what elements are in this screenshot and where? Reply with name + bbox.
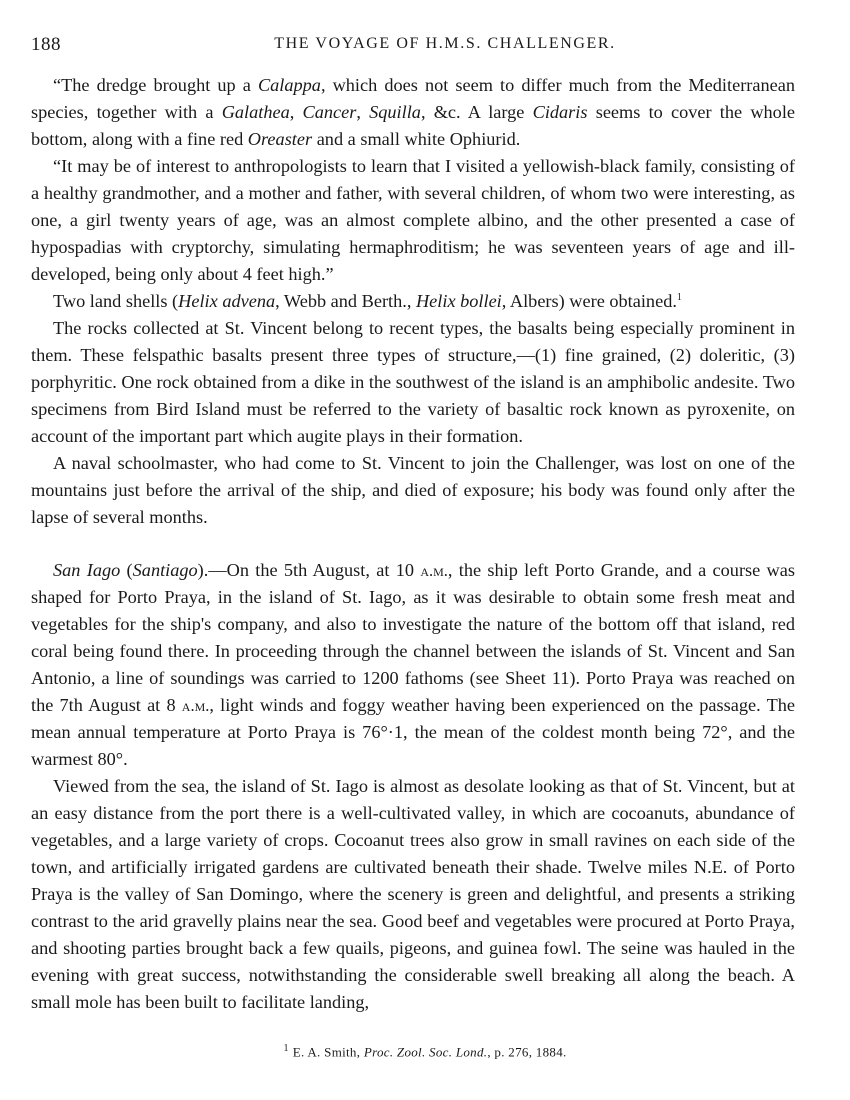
time-abbrev: a.m. [181,696,210,715]
text-run: ( [120,560,133,580]
text-run: , &c. A large [420,102,533,122]
paragraph-land-shells [31,288,795,315]
place-name: Santiago [132,560,198,580]
text-run: , [356,102,370,122]
footnote-mark: 1 [283,1043,289,1054]
paragraph-san-iago [31,557,795,773]
text-run: and a small white Ophiurid. [312,129,521,149]
taxon-name: Helix bollei [415,291,502,311]
taxon-name: Cidaris [532,102,588,122]
paragraph-rocks: The rocks collected at St. Vincent belong to recent types, the basalts being especially prominent in them. These felspathic basalts present three types of structure,—(1) fine grained, (2) doleritic, (3) porphyritic. One rock obtained from a dike in the southwest of the island is an amphibolic andesite. Two specimens from Bird Island must be referred to the variety of basaltic rock known as pyroxenite, on account of the important part which augite plays in their formation. [31,318,795,446]
page-body [31,72,795,1016]
running-title: THE VOYAGE OF H.M.S. CHALLENGER. [274,35,616,52]
footnote [0,1043,850,1060]
taxon-name: Galathea [221,102,290,122]
text-run: “The dredge brought up a [53,75,258,95]
paragraph-st-iago-view: Viewed from the sea, the island of St. Iago is almost as desolate looking as that of St. Vincent, but at an easy distance from the port there is a well-cultivated valley, in which are cocoanuts, abundance of vegetables, and a large variety of crops. Cocoanut trees also grow in small ravines on each side of the town, and artificially irrigated gardens are cultivated beneath their shade. Twelve miles N.E. of Porto Praya is the valley of San Domingo, where the scenery is green and delightful, and presents a striking contrast to the arid gravelly plains near the sea. Good beef and vegetables were procured at Porto Praya, and shooting parties brought back a few quails, pigeons, and guinea fowl. The seine was hauled in the evening with great success, notwithstanding the considerable swell breaking all along the beach. A small mole has been built to facilitate landing, [31,776,795,1012]
footnote-reference[interactable]: 1 [676,291,682,303]
text-run: ).—On the 5th August, at 10 [197,560,421,580]
text-run: , light winds and foggy weather having been experienced on the passage. The mean annual temperature at Porto Praya is 76°·1, the mean of the coldest month being 72°, and the warmest 80°. [31,695,795,769]
taxon-name: Calappa [257,75,321,95]
text-run: Two land shells ( [53,291,179,311]
page-number: 188 [31,34,61,55]
text-run: seems to cover the whole bottom, along with a fine red [31,102,796,149]
text-run: , the ship left Porto Grande, and a course was shaped for Porto Praya, in the island of St. Iago, as it was desirable to obtain some fresh meat and vegetables for the ship's company, and also to investigate the nature of the bottom off that island, red coral being found there. In proceeding through the channel between the islands of St. Vincent and San Antonio, a line of soundings was carried to 1200 fathoms (see Sheet 11). Porto Praya was reached on the 7th August at 8 [31,560,795,715]
taxon-name: Oreaster [247,129,313,149]
page-header [0,34,850,58]
citation-source: Proc. Zool. Soc. Lond. [363,1044,488,1060]
taxon-name: Cancer [302,102,357,122]
time-abbrev: a.m. [420,561,448,580]
text-run: , Albers) were obtained. [501,291,677,311]
section-heading-san-iago: San Iago [53,560,121,580]
text-run: , Webb and Berth., [275,291,416,311]
taxon-name: Helix advena [178,291,276,311]
paragraph-dredge [31,72,795,153]
taxon-name: Squilla [369,102,421,122]
text-run: , p. 276, 1884. [487,1044,567,1060]
text-run: , which does not seem to differ much from the Mediterranean species, together with a [31,75,795,122]
text-run: , [289,102,303,122]
paragraph-anthropology: “It may be of interest to anthropologists to learn that I visited a yellowish-black family, consisting of a healthy grandmother, and a mother and father, with several children, of whom two were interesting, as one, a girl twenty years of age, was an almost complete albino, and the other presented a case of hypospadias with cryptorchy, simulating hermaphroditism; he was seventeen years of age and ill-developed, being only about 4 feet high.” [31,156,795,284]
text-run: E. A. Smith, [292,1044,364,1060]
paragraph-schoolmaster: A naval schoolmaster, who had come to St. Vincent to join the Challenger, was lost on one of the mountains just before the arrival of the ship, and died of exposure; his body was found only after the lapse of several months. [31,453,795,527]
